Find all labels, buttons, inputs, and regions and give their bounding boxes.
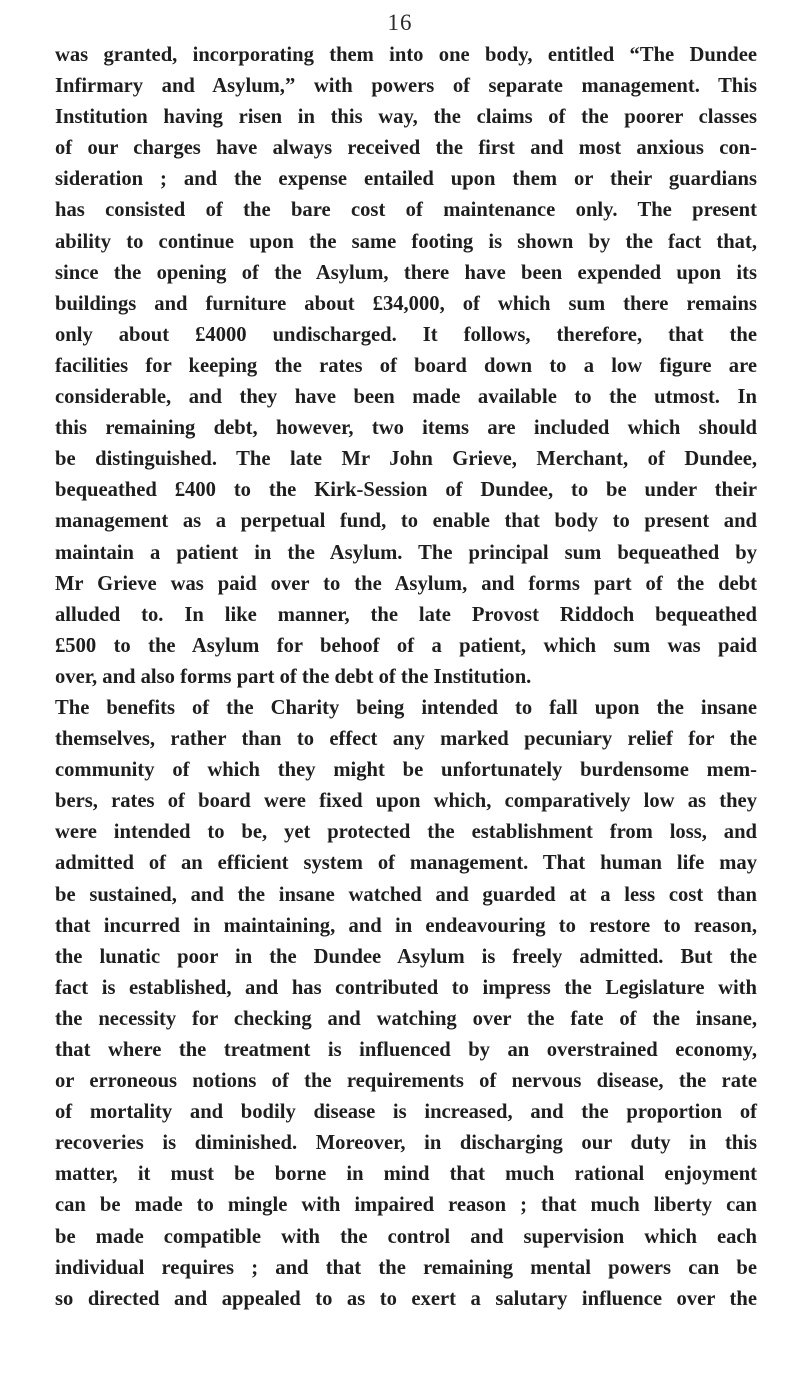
text-line: recoveries is diminished. Moreover, in discharging our duty in this [55, 1132, 757, 1155]
text-line: that incurred in maintaining, and in endeavouring to restore to reason, [55, 914, 757, 937]
text-line: considerable, and they have been made available to the utmost. In [55, 386, 757, 409]
text-line: maintain a patient in the Asylum. The principal sum bequeathed by [55, 541, 757, 564]
text-line: so directed and appealed to as to exert a salutary influence over the [55, 1287, 757, 1310]
text-line: or erroneous notions of the requirements of nervous disease, the rate [55, 1070, 757, 1093]
text-line: since the opening of the Asylum, there have been expended upon its [55, 261, 757, 284]
text-line: of our charges have always received the first and most anxious con- [55, 137, 757, 160]
text-line: themselves, rather than to effect any marked pecuniary relief for the [55, 728, 757, 751]
text-line: be distinguished. The late Mr John Grieve, Merchant, of Dundee, [55, 448, 757, 471]
text-line: sideration ; and the expense entailed upon them or their guardians [55, 168, 757, 191]
text-line: The benefits of the Charity being intended to fall upon the insane [55, 696, 757, 719]
paragraph [55, 40, 757, 693]
text-line: were intended to be, yet protected the establishment from loss, and [55, 821, 757, 844]
page-number: 16 [387, 10, 413, 35]
text-line: the necessity for checking and watching over the fate of the insane, [55, 1007, 757, 1030]
body-text [55, 40, 757, 1315]
text-line: fact is established, and has contributed to impress the Legislature with [55, 976, 757, 999]
text-line: management as a perpetual fund, to enable that body to present and [55, 510, 757, 533]
paragraph [55, 693, 757, 1315]
text-line: be sustained, and the insane watched and guarded at a less cost than [55, 883, 757, 906]
text-line: £500 to the Asylum for behoof of a patient, which sum was paid [55, 634, 757, 657]
text-line: Mr Grieve was paid over to the Asylum, and forms part of the debt [55, 572, 757, 595]
text-line: has consisted of the bare cost of maintenance only. The present [55, 199, 757, 222]
text-line: matter, it must be borne in mind that much rational enjoyment [55, 1163, 757, 1186]
text-line: was granted, incorporating them into one body, entitled “The Dundee [55, 44, 757, 66]
text-line: bequeathed £400 to the Kirk-Session of Dundee, to be under their [55, 479, 757, 502]
text-line: this remaining debt, however, two items are included which should [55, 417, 757, 440]
text-line: alluded to. In like manner, the late Provost Riddoch bequeathed [55, 603, 757, 626]
text-line: can be made to mingle with impaired reason ; that much liberty can [55, 1194, 757, 1217]
text-line: individual requires ; and that the remaining mental powers can be [55, 1256, 757, 1279]
text-line: of mortality and bodily disease is increased, and the proportion of [55, 1101, 757, 1124]
text-line: Infirmary and Asylum,” with powers of separate management. This [55, 75, 757, 98]
text-line: only about £4000 undischarged. It follows, therefore, that the [55, 323, 757, 346]
text-line: community of which they might be unfortunately burdensome mem- [55, 759, 757, 782]
text-line: that where the treatment is influenced by an overstrained economy, [55, 1039, 757, 1061]
text-line: the lunatic poor in the Dundee Asylum is freely admitted. But the [55, 945, 757, 968]
text-line: ability to continue upon the same footing is shown by the fact that, [55, 230, 757, 253]
text-line: facilities for keeping the rates of board down to a low figure are [55, 354, 757, 377]
text-line: Institution having risen in this way, the claims of the poorer classes [55, 106, 757, 129]
text-line: buildings and furniture about £34,000, of which sum there remains [55, 292, 757, 315]
text-line: be made compatible with the control and supervision which each [55, 1225, 757, 1248]
text-line: bers, rates of board were fixed upon which, comparatively low as they [55, 790, 757, 813]
text-line: over, and also forms part of the debt of the Institution. [55, 665, 532, 688]
text-line: admitted of an efficient system of management. That human life may [55, 852, 757, 875]
